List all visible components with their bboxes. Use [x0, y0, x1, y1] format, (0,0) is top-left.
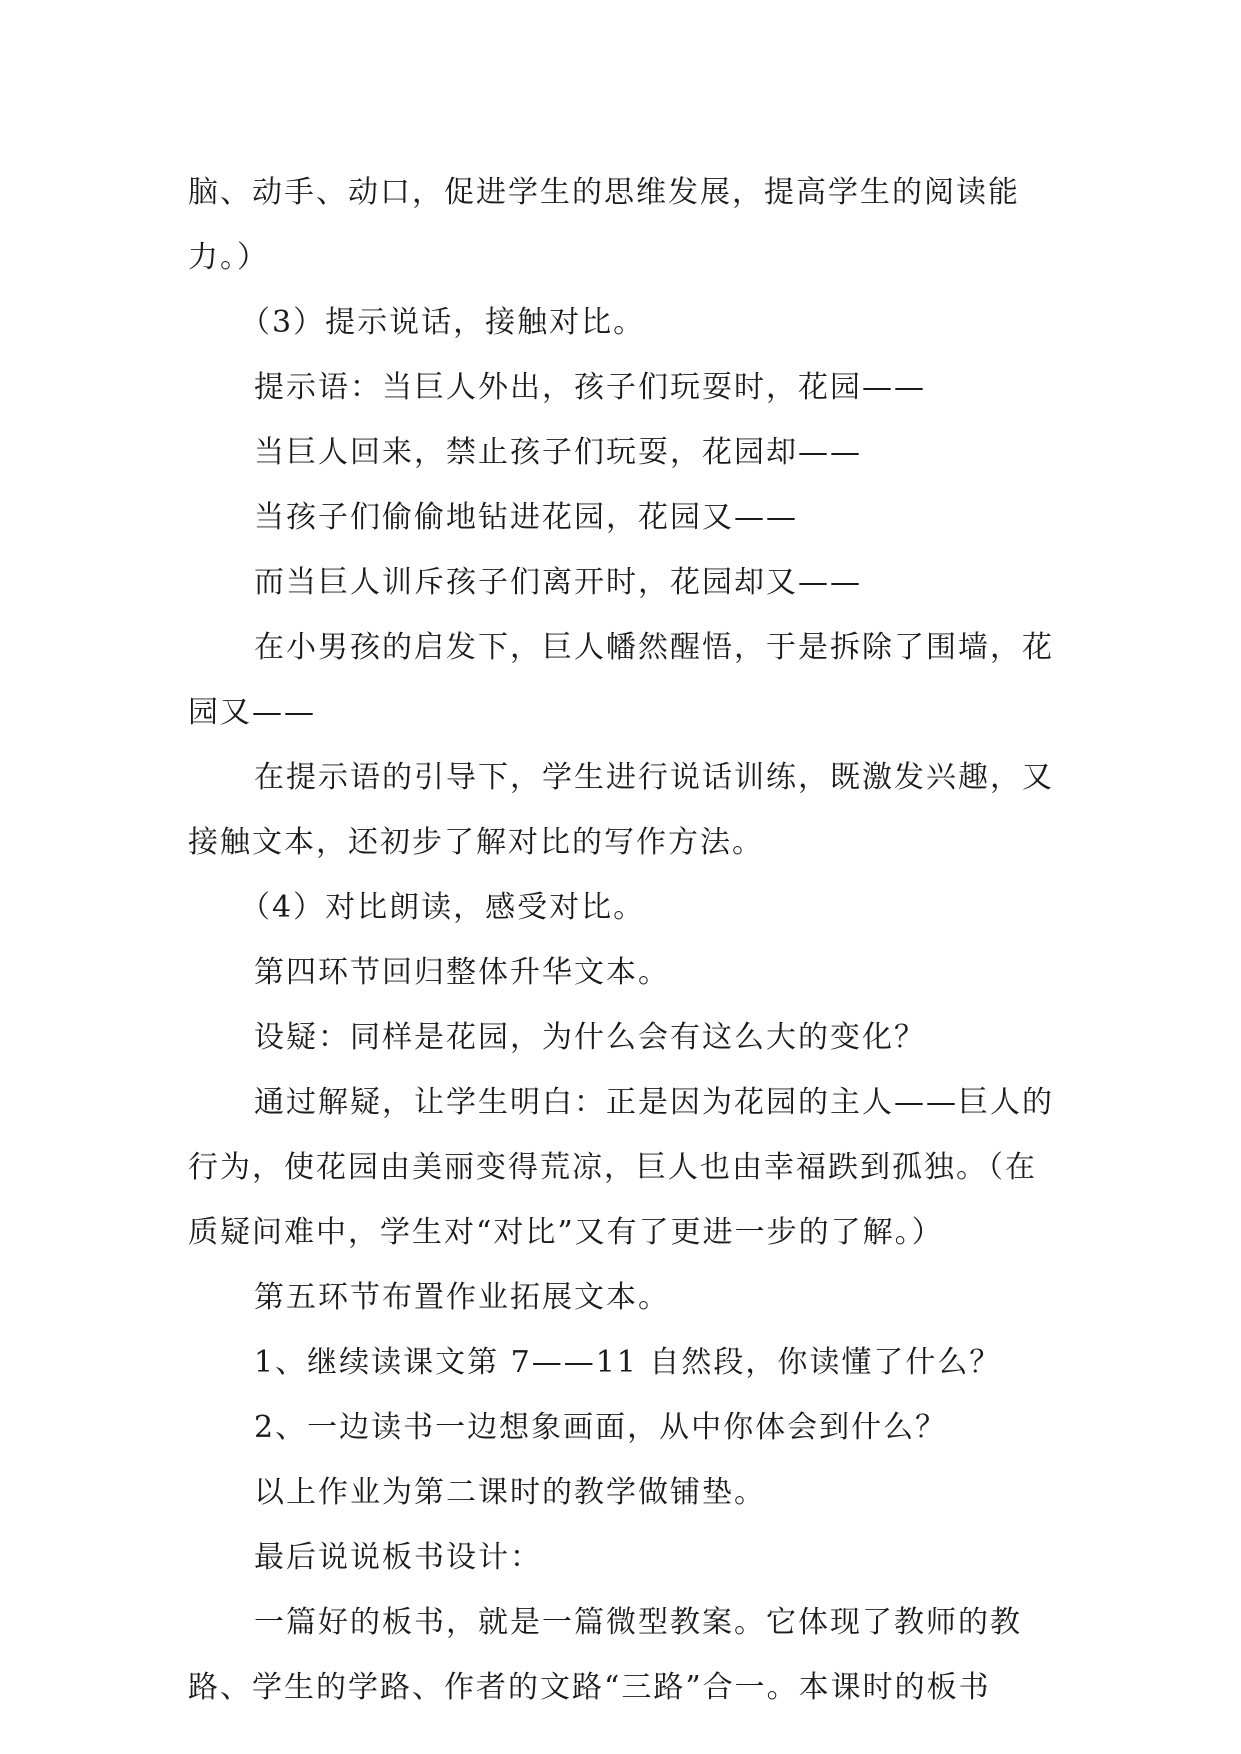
- paragraph-prompt-summary: 在提示语的引导下，学生进行说话训练，既激发兴趣，又接触文本，还初步了解对比的写作方法。: [188, 760, 1054, 860]
- paragraph-prompt-2: 当巨人回来，禁止孩子们玩耍，花园却——: [254, 435, 862, 470]
- document-body: [188, 160, 1054, 1720]
- paragraph-step-3: （3）提示说话，接触对比。: [240, 305, 646, 340]
- paragraph-question: 设疑：同样是花园，为什么会有这么大的变化？: [254, 1020, 926, 1055]
- paragraph-prompt-5: 在小男孩的启发下，巨人幡然醒悟，于是拆除了围墙，花园又——: [188, 630, 1054, 730]
- paragraph-continuation: 脑、动手、动口，促进学生的思维发展，提高学生的阅读能力。）: [188, 175, 1020, 275]
- paragraph-prompt-4: 而当巨人训斥孩子们离开时，花园却又——: [254, 565, 862, 600]
- paragraph-prompt-3: 当孩子们偷偷地钻进花园，花园又——: [254, 500, 798, 535]
- paragraph-step-4: （4）对比朗读，感受对比。: [240, 890, 646, 925]
- paragraph-section-4-heading: 第四环节回归整体升华文本。: [254, 955, 670, 990]
- paragraph-section-5-heading: 第五环节布置作业拓展文本。: [254, 1280, 670, 1315]
- paragraph-prompt-intro: 提示语：当巨人外出，孩子们玩耍时，花园——: [254, 370, 926, 405]
- paragraph-homework-note: 以上作业为第二课时的教学做铺垫。: [254, 1475, 766, 1510]
- paragraph-board-design-heading: 最后说说板书设计：: [254, 1540, 542, 1575]
- paragraph-board-design-text: 一篇好的板书，就是一篇微型教案。它体现了教师的教路、学生的学路、作者的文路“三路”合一。本课时的板书: [188, 1605, 1022, 1705]
- paragraph-homework-1: 1、继续读课文第 7——11 自然段，你读懂了什么？: [254, 1345, 1002, 1380]
- paragraph-homework-2: 2、一边读书一边想象画面，从中你体会到什么？: [254, 1410, 948, 1445]
- paragraph-explanation: 通过解疑，让学生明白：正是因为花园的主人——巨人的行为，使花园由美丽变得荒凉，巨人也由幸福跌到孤独。（在质疑问难中，学生对“对比”又有了更进一步的了解。）: [188, 1085, 1054, 1250]
